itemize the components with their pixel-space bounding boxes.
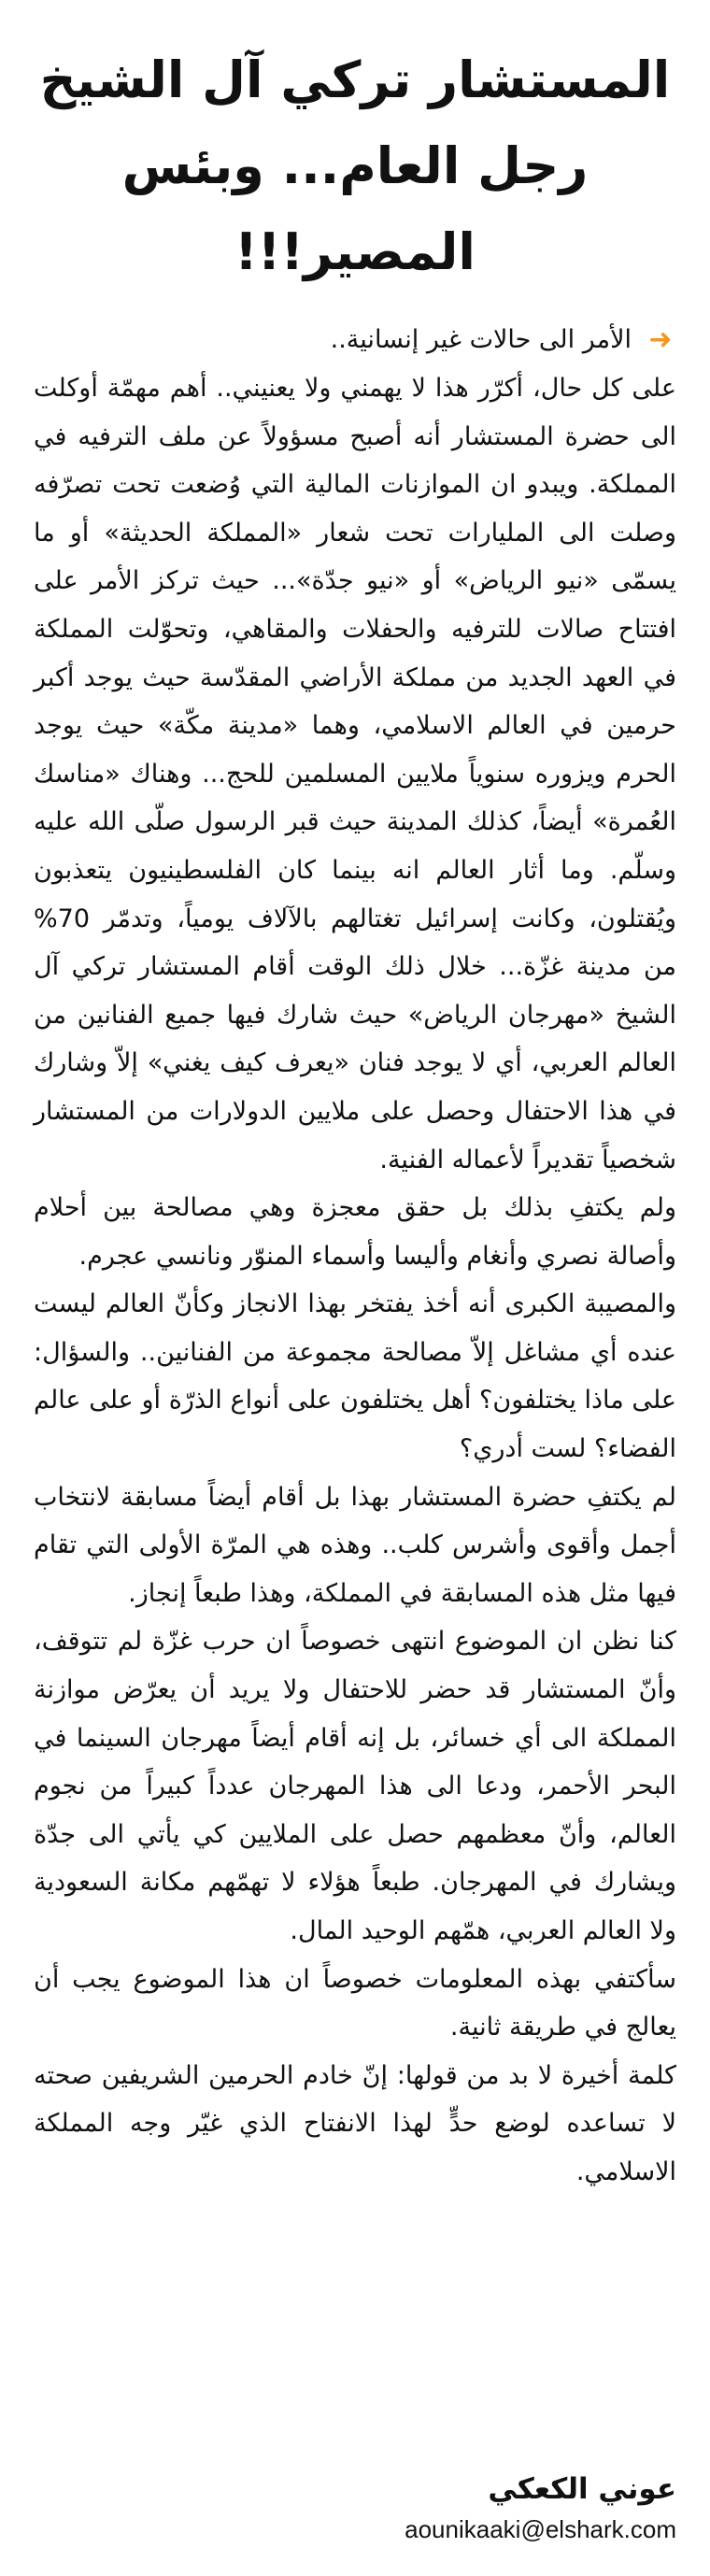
byline — [34, 2468, 676, 2548]
lead-text: الأمر الى حالات غير إنسانية.. — [330, 325, 632, 354]
paragraph-3: والمصيبة الكبرى أنه أخذ يفتخر بهذا الانجاز وكأنّ العالم ليست عنده أي مشاغل إلاّ مصالحة مجموعة من الفنانين.. والسؤال: على ماذا يختلفون؟ أهل يختلفون على أنواع الذرّة أو على عالم الفضاء؟ لست أدري؟ — [34, 1289, 676, 1464]
article-body — [34, 364, 676, 2197]
headline-line-2: رجل العام... وبئس المصير!!! — [121, 136, 589, 281]
headline — [34, 37, 676, 295]
headline-line-1: المستشار تركي آل الشيخ — [39, 50, 671, 109]
paragraph-1: على كل حال، أكرّر هذا لا يهمني ولا يعنيني.. أهم مهمّة أوكلت الى حضرة المستشار أنه أصبح مسؤولاً عن ملف الترفيه في المملكة. ويبدو ان الموازنات المالية التي وُضعت تحت تصرّفه وصلت الى المليارات تحت شعار «المملكة الحديثة» أو ما يسمّى «نيو الرياض» أو «نيو جدّة»... حيث تركز الأمر على افتتاح صالات للترفيه والحفلات والمقاهي، وتحوّلت المملكة في العهد الجديد من مملكة الأراضي المقدّسة حيث يوجد أكبر حرمين في العالم الاسلامي، وهما «مدينة مكّة» حيث يوجد الحرم ويزوره سنوياً ملايين المسلمين للحج... وهناك «مناسك العُمرة» أيضاً، كذلك المدينة حيث قبر الرسول صلّى الله عليه وسلّم. وما أثار العالم انه بينما كان الفلسطينيون يتعذبون ويُقتلون، وكانت إسرائيل تغتالهم بالآلاف يومياً، وتدمّر 70% من مدينة غزّة... خلال ذلك الوقت أقام المستشار تركي آل الشيخ «مهرجان الرياض» حيث شارك فيها جميع الفنانين من العالم العربي، أي لا يوجد فنان «يعرف كيف يغني» إلاّ وشارك في هذا الاحتفال وحصل على ملايين الدولارات من المستشار شخصياً تقديراً لأعماله الفنية. — [34, 374, 676, 1174]
lead-line — [34, 316, 676, 364]
paragraph-5: كنا نظن ان الموضوع انتهى خصوصاً ان حرب غزّة لم تتوقف، وأنّ المستشار قد حضر للاحتفال ولا يريد أن يعرّض موازنة المملكة الى أي خسائر، بل إنه أقام أيضاً مهرجان السينما في البحر الأحمر، ودعا الى هذا المهرجان عدداً كبيراً من نجوم العالم، وأنّ معظمهم حصل على الملايين كي يأتي الى جدّة ويشارك في المهرجان. طبعاً هؤلاء لا تهمّهم مكانة السعودية ولا العالم العربي، همّهم الوحيد المال. — [34, 1627, 676, 1945]
author-name: عوني الكعكي — [488, 2472, 676, 2506]
paragraph-4: لم يكتفِ حضرة المستشار بهذا بل أقام أيضاً مسابقة لانتخاب أجمل وأقوى وأشرس كلب.. وهذه هي المرّة الأولى التي تقام فيها مثل هذه المسابقة في المملكة، وهذا طبعاً إنجاز. — [34, 1482, 676, 1608]
author-email: aounikaaki@elshark.com — [405, 2515, 676, 2543]
paragraph-7: كلمة أخيرة لا بد من قولها: إنّ خادم الحرمين الشريفين صحته لا تساعده لوضع حدٍّ لهذا الانفتاح الذي غيّر وجه المملكة الاسلامي. — [34, 2060, 676, 2186]
paragraph-2: ولم يكتفِ بذلك بل حقق معجزة وهي مصالحة بين أحلام وأصالة نصري وأنغام وأليسا وأسماء المنوّر ونانسي عجرم. — [34, 1193, 676, 1271]
arrow-icon: ➜ — [648, 323, 673, 356]
paragraph-6: سأكتفي بهذه المعلومات خصوصاً ان هذا الموضوع يجب أن يعالج في طريقة ثانية. — [34, 1964, 676, 2042]
